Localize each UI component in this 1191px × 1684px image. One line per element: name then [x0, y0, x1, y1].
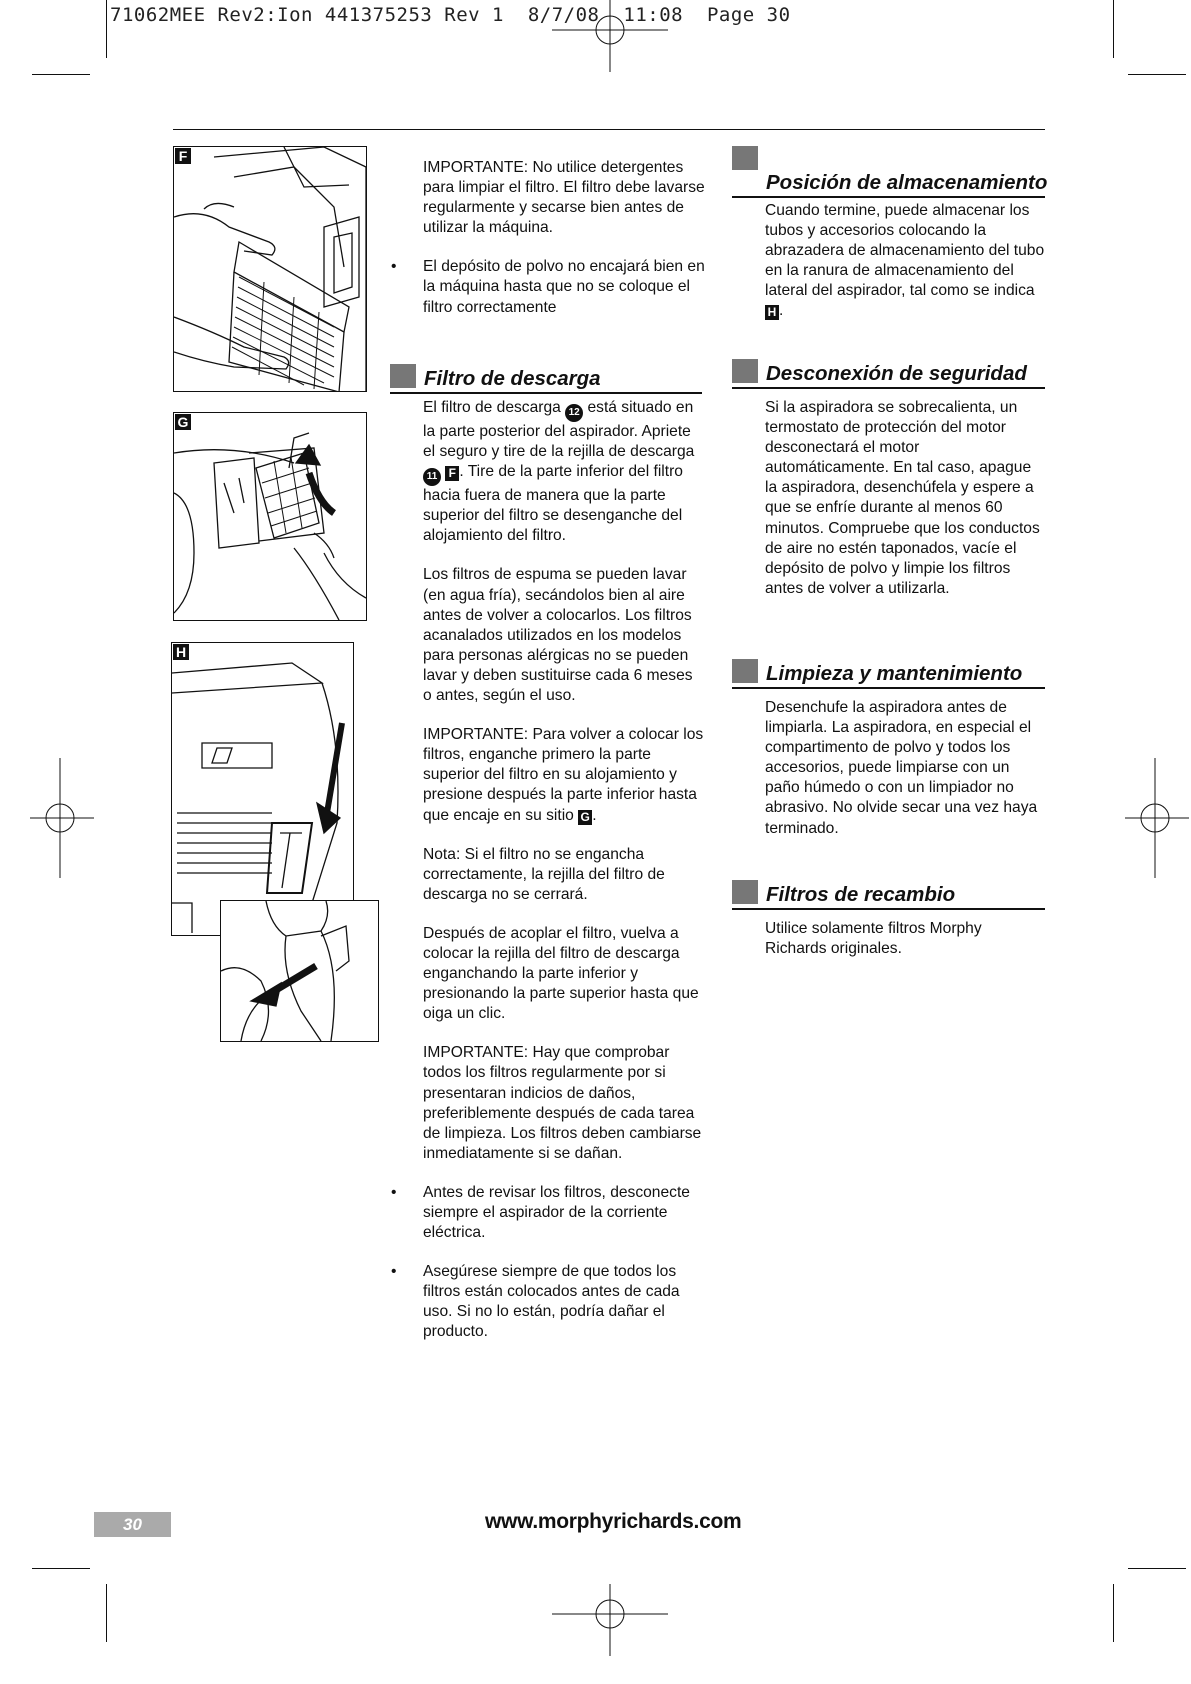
crop-mark [106, 0, 107, 58]
section-title: Filtros de recambio [766, 883, 956, 906]
right-column [732, 144, 1048, 341]
storage-clip-illustration [221, 901, 378, 1041]
crop-mark [1128, 74, 1186, 75]
figure-g [173, 412, 367, 621]
paragraph: Los filtros de espuma se pueden lavar (en agua fría), secándolos bien al aire antes de volver a colocarlos. Los filtros acanalados utilizados en los modelos para personas alérgicas no se pueden lavar y deben sustituirse cada 6 meses o antes, según el uso. [423, 566, 693, 705]
section-heading [732, 357, 1045, 389]
figure-h [171, 642, 354, 936]
section-title: Filtro de descarga [424, 367, 601, 390]
right-column [732, 357, 1045, 618]
figure-f [173, 146, 367, 392]
filter-reattach-illustration [174, 413, 366, 620]
figure-ref-badge: H [765, 305, 779, 320]
crop-mark [1113, 1584, 1114, 1642]
website-link[interactable]: www.morphyrichards.com [485, 1510, 742, 1533]
section-title: Posición de almacenamiento [766, 171, 1048, 194]
crop-mark [1128, 1568, 1186, 1569]
registration-mark-icon [550, 1584, 670, 1656]
registration-mark-icon [550, 0, 670, 72]
figure-ref-badge: G [578, 810, 592, 825]
section-title: Desconexión de seguridad [766, 362, 1027, 385]
registration-mark-icon [1125, 758, 1189, 878]
paragraph: Utilice solamente filtros Morphy Richards originales. [765, 920, 982, 958]
storage-position-illustration [172, 643, 353, 935]
figure-label: G [175, 414, 191, 430]
paragraph: Nota: Si el filtro no se engancha correctamente, la rejilla del filtro de descarga no se cerrará. [423, 845, 665, 903]
section-heading [390, 362, 702, 394]
middle-column-body [391, 398, 705, 1362]
paragraph: El filtro de descarga 12 está situado en la parte posterior del aspirador. Apriete el seguro y tire de la rejilla de descarga 11 F . Tire de la parte inferior del filtro hacia fuera de manera que la parte superior del filtro se desenganche del alojamiento del filtro. [423, 399, 695, 545]
header-rule [173, 129, 1045, 130]
important-note: IMPORTANTE: No utilice detergentes para limpiar el filtro. El filtro debe lavarse regularmente y secarse bien antes de utilizar la máquina. [423, 159, 705, 237]
paragraph: Cuando termine, puede almacenar los tubos y accesorios colocando la abrazadera de almacenamiento del tubo en la ranura de almacenamiento del lateral del aspirador, tal como se indica H . [765, 202, 1045, 320]
crop-mark [32, 1568, 90, 1569]
crop-mark [32, 74, 90, 75]
registration-mark-icon [30, 758, 94, 878]
print-slug: 71062MEE Rev2:Ion 441375253 Rev 1 8/7/08 11:08 Page 30 [110, 4, 791, 26]
crop-mark [106, 1584, 107, 1642]
paragraph: IMPORTANTE: Hay que comprobar todos los filtros regularmente por si presentaran indicios de daños, preferiblemente después de cada tarea de limpieza. Los filtros deben cambiarse inmediatamente si se dañan. [423, 1044, 702, 1162]
bullet-item: • Antes de revisar los filtros, desconecte siempre el aspirador de la corriente eléctrica. [391, 1183, 690, 1242]
part-number-badge: 12 [565, 404, 583, 422]
section-title: Limpieza y mantenimiento [766, 662, 1023, 685]
filter-section [390, 362, 705, 394]
bullet-item: • El depósito de polvo no encajará bien en la máquina hasta que no se coloque el filtro correctamente [391, 258, 705, 316]
figure-ref-badge: F [445, 466, 459, 481]
filter-removal-illustration [174, 147, 366, 391]
section-heading [732, 878, 1045, 910]
middle-column [391, 158, 705, 337]
bullet-item: • Asegúrese siempre de que todos los filtros están colocados antes de cada uso. Si no lo están, podría dañar el producto. [391, 1263, 680, 1341]
paragraph: Después de acoplar el filtro, vuelva a colocar la rejilla del filtro de descarga enganchando la parte inferior y presionando la parte superior hasta que oiga un clic. [423, 924, 699, 1023]
paragraph: IMPORTANTE: Para volver a colocar los filtros, enganche primero la parte superior del filtro en su alojamiento y presione después la parte inferior hasta que encaje en su sitio G . [423, 726, 704, 824]
part-number-badge: 11 [423, 468, 441, 486]
paragraph: Desenchufe la aspiradora antes de limpiarla. La aspiradora, en especial el compartimento de polvo y todos los accesorios, puede limpiarse con un paño húmedo o con un limpiador no abrasivo. No olvide secar una vez haya terminado. [765, 699, 1038, 837]
paragraph: Si la aspiradora se sobrecalienta, un termostato de protección del motor desconectará el motor automáticamente. En tal caso, apague la aspiradora, desenchúfela y espere a que se enfríe durante al menos 60 minutos. Compruebe que los conductos de aire no estén taponados, vacíe el depósito de polvo y limpie los filtros antes de volver a utilizarla. [765, 399, 1040, 597]
crop-mark [1113, 0, 1114, 58]
figure-label: H [173, 644, 189, 660]
right-column [732, 878, 1045, 978]
figure-label: F [175, 148, 191, 164]
section-heading [732, 144, 1048, 198]
right-column [732, 657, 1045, 858]
section-heading [732, 657, 1045, 689]
page-number: 30 [94, 1512, 171, 1537]
figure-h-inset [220, 900, 379, 1042]
